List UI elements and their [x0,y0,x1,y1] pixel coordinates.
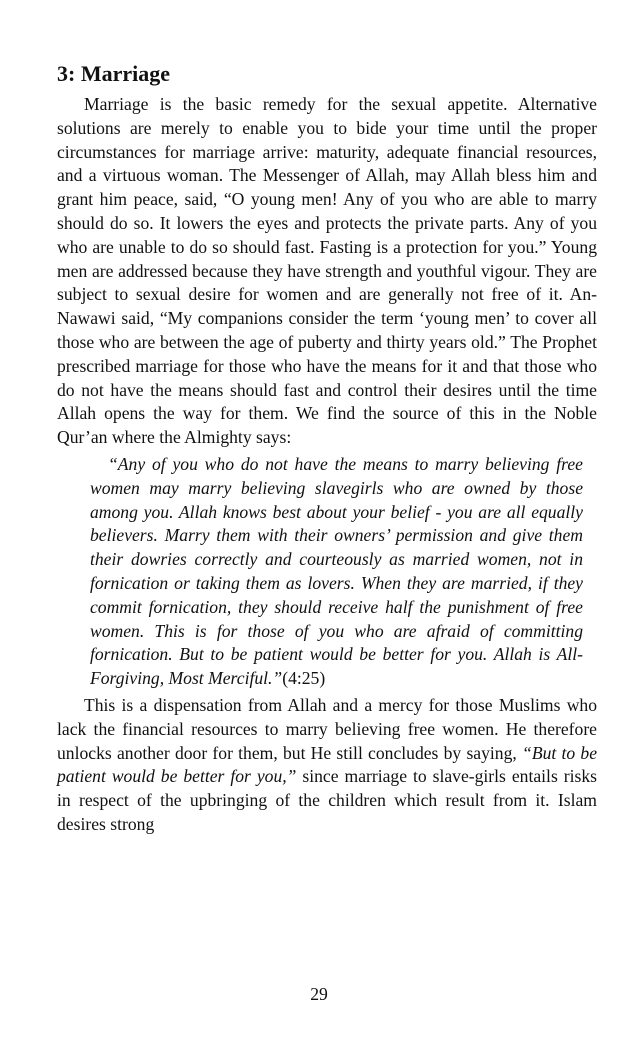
quote-reference: (4:25) [282,668,326,689]
body-paragraph-1: Marriage is the basic remedy for the sexual appetite. Alternative solutions are merely to enable you to bide your time until the proper circumstances for marriage arrive: maturity, adequate financial resources, and a virtuous woman. The Messenger of Allah, may Allah bless him and grant him peace, said, “O young men! Any of you who are able to marry should do so. It lowers the eyes and protects the private parts. Any of you who are unable to do so should fast. Fasting is a protection for you.” Young men are addressed because they have strength and youthful vigour. They are subject to sexual desire for women and are generally not free of it. An-Nawawi said, “My companions consider the term ‘young men’ to cover all those who are between the age of puberty and thirty years old.” The Prophet prescribed marriage for those who have the means for it and that those who do not have the means should fast and control their desires until the time Allah opens the way for them. We find the source of this in the Noble Qur’an where the Almighty says: [57,94,597,448]
page-number: 29 [310,984,328,1004]
paragraph-2-text-start: This is a dispensation from Allah and a mercy for those Muslims who lack the financial resources to marry believing free women. He therefore unlocks another door for them, but He still concludes by saying, [57,694,597,763]
paragraph-2-italic-quote: “But to be patient would be better for you,” [57,742,597,787]
quran-quote-block [90,453,583,691]
quote-text: “Any of you who do not have the means to marry believing free women may marry believing slavegirls who are owned by those among you. Allah knows best about your belief - you are all equally believers. Marry them with their owners’ permission and give them their dowries correctly and courteously as married women, not in fornication or taking them as lovers. When they are married, if they commit fornication, they should receive half the punishment of free women. This is for those of you who are afraid of committing fornication. But to be patient would be better for you. Allah is All-Forgiving, Most Merciful.” [90,453,583,689]
book-page [57,60,597,837]
body-paragraph-2 [57,694,597,837]
paragraph-2-text-end: since marriage to slave-girls entails risks in respect of the upbringing of the children which result from it. Islam desires strong [57,766,597,834]
section-heading: 3: Marriage [57,61,170,86]
